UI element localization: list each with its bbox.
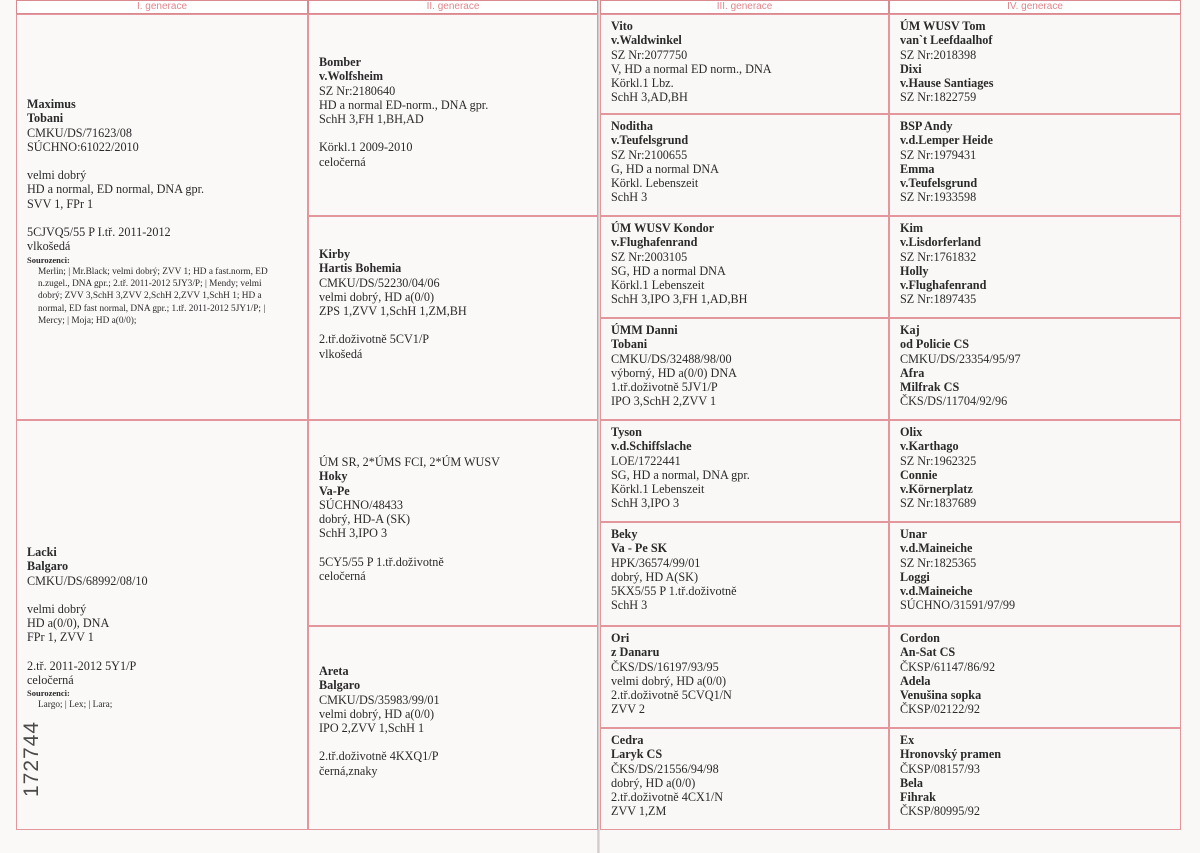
entry-line: v.d.Lemper Heide <box>900 133 993 148</box>
entry-line: HD a(0/0), DNA <box>27 616 110 631</box>
gen4-cell <box>889 318 1181 420</box>
entry-line: 5KX5/55 P 1.tř.doživotně <box>611 584 737 599</box>
header-generation-4: IV. generace <box>889 0 1181 14</box>
entry-line: ČKSP/61147/86/92 <box>900 659 996 674</box>
entry-line: BSP Andy <box>900 119 953 133</box>
entry-line: dobrý, HD a(0/0) <box>611 775 696 790</box>
entry-line: Tobani <box>611 337 648 352</box>
entry-line: velmi dobrý <box>27 601 87 616</box>
entry-line: 2.tř. 2011-2012 5Y1/P <box>27 658 137 673</box>
entry-line: Körkl.1 Lbz. <box>611 76 674 91</box>
entry-line: van`t Leefdaalhof <box>900 33 993 48</box>
entry-line: Milfrak CS <box>900 380 960 395</box>
entry-line: HPK/36574/99/01 <box>611 555 701 570</box>
entry-line: vlkošedá <box>27 239 71 254</box>
spacer <box>319 541 597 555</box>
entry-line: v.d.Maineiche <box>900 584 973 599</box>
entry-line: SchH 3 <box>611 190 648 205</box>
entry-line: ZPS 1,ZVV 1,SchH 1,ZM,BH <box>319 304 467 319</box>
entry-line: od Policie CS <box>900 337 970 352</box>
entry-line: Balgaro <box>27 559 69 574</box>
entry-line: dobrý, HD A(SK) <box>611 569 699 584</box>
gen4-cell <box>889 626 1181 728</box>
entry-line: G, HD a normal DNA <box>611 161 719 176</box>
gen4-cell <box>889 114 1181 216</box>
entry-line: velmi dobrý, HD a(0/0) <box>319 706 435 721</box>
registration-number: 172744 <box>20 720 43 797</box>
entry-line: SchH 3,AD,BH <box>611 90 688 105</box>
entry-line: Noditha <box>611 119 653 133</box>
entry-line: FPr 1, ZVV 1 <box>27 630 94 645</box>
entry-line: SZ Nr:1825365 <box>900 555 977 570</box>
entry-line: Tyson <box>611 425 642 439</box>
entry-line: ČKS/DS/11704/92/96 <box>900 394 1008 409</box>
entry-line: SZ Nr:1822759 <box>900 90 977 105</box>
entry-line: 2.tř.doživotně 4KXQ1/P <box>319 749 439 764</box>
entry-line: ÚM WUSV Kondor <box>611 221 715 235</box>
entry-line: An-Sat CS <box>900 645 956 660</box>
spacer <box>27 211 307 225</box>
entry-line: ÚMM Danni <box>611 323 678 337</box>
entry-line: ČKSP/80995/92 <box>900 804 980 819</box>
entry-line: velmi dobrý, HD a(0/0) <box>611 673 727 688</box>
gen3-cell <box>600 420 889 522</box>
entry-line: Fihrak <box>900 790 936 805</box>
entry-line: CMKU/DS/35983/99/01 <box>319 692 440 707</box>
entry-line: ČKS/DS/21556/94/98 <box>611 761 719 776</box>
gen4-cell <box>889 216 1181 318</box>
entry-line: celočerná <box>319 569 366 584</box>
entry-line: Lacki <box>27 545 57 559</box>
entry-line: Hartis Bohemia <box>319 261 402 276</box>
entry-line: ZVV 1,ZM <box>611 804 667 819</box>
entry-line: Unar <box>900 527 928 541</box>
entry-line: 2.tř.doživotně 5CV1/P <box>319 332 430 347</box>
entry-line: SZ Nr:2077750 <box>611 47 688 62</box>
entry-line: v.Lisdorferland <box>900 235 981 250</box>
gen4-cell <box>889 14 1181 114</box>
entry-line: SZ Nr:2018398 <box>900 47 977 62</box>
entry-line: Körkl. Lebenszeit <box>611 176 699 191</box>
entry-line: Cordon <box>900 631 940 645</box>
entry-line: v.d.Maineiche <box>900 541 973 556</box>
entry-line: celočerná <box>319 154 366 169</box>
gen4-cell <box>889 728 1181 830</box>
entry-line: IPO 2,ZVV 1,SchH 1 <box>319 721 425 736</box>
entry-line: V, HD a normal ED norm., DNA <box>611 61 772 76</box>
entry-line: Cedra <box>611 733 644 747</box>
entry-line: Balgaro <box>319 678 361 693</box>
spacer <box>27 645 307 659</box>
entry-line: Ori <box>611 631 630 645</box>
header-generation-1: I. generace <box>16 0 308 14</box>
spacer <box>319 318 597 332</box>
entry-line: CMKU/DS/32488/98/00 <box>611 351 732 366</box>
entry-line: v.Flughafenrand <box>900 278 987 293</box>
entry-line: SZ Nr:1962325 <box>900 453 977 468</box>
gen3-cell <box>600 14 889 114</box>
entry-line: velmi dobrý <box>27 168 87 183</box>
siblings-list: Merlin; | Mr.Black; velmi dobrý; ZVV 1; HD a fast.norm, ED n.zugel., DNA gpr.; 2.tř. 2011-2012 5JY3/P; | Mendy; velmi dobrý; ZVV 3,SchH 3,ZVV 2,SchH 2,ZVV 1,SchH 1; HD a normal, ED fast normal, DNA gpr.; 1.tř. 2011-2012 5JY1/P; | Mercy; | Moja; HD a(0/0); <box>38 266 268 327</box>
entry-line: ČKSP/02122/92 <box>900 702 980 717</box>
entry-line: HD a normal, ED normal, DNA gpr. <box>27 182 205 197</box>
gen3-cell <box>600 216 889 318</box>
entry-line: v.Waldwinkel <box>611 33 682 48</box>
entry-line: Adela <box>900 673 931 688</box>
gen1-cell <box>16 14 308 420</box>
entry-line: velmi dobrý, HD a(0/0) <box>319 289 435 304</box>
entry-line: IPO 3,SchH 2,ZVV 1 <box>611 394 717 409</box>
entry-line: CMKU/DS/52230/04/06 <box>319 275 440 290</box>
entry-line: Bomber <box>319 55 361 69</box>
entry-line: SchH 3,IPO 3 <box>319 526 388 541</box>
entry-line: Connie <box>900 467 938 482</box>
entry-line: SÚCHNO/31591/97/99 <box>900 598 1016 613</box>
entry-line: 2.tř.doživotně 5CVQ1/N <box>611 688 732 703</box>
entry-line: SchH 3 <box>611 598 648 613</box>
entry-line: Areta <box>319 664 349 678</box>
entry-line: SÚCHNO:61022/2010 <box>27 139 139 154</box>
entry-line: Kaj <box>900 323 920 337</box>
gen3-cell <box>600 626 889 728</box>
entry-line: SchH 3,IPO 3 <box>611 496 680 511</box>
entry-line: LOE/1722441 <box>611 453 681 468</box>
entry-line: ZVV 2 <box>611 702 645 717</box>
entry-line: v.Teufelsgrund <box>900 176 978 191</box>
entry-line: Afra <box>900 365 925 380</box>
entry-line: SchH 3,FH 1,BH,AD <box>319 112 424 127</box>
entry-line: Emma <box>900 161 935 176</box>
entry-line: v.d.Schiffslache <box>611 439 692 454</box>
entry-line: ČKSP/08157/93 <box>900 761 980 776</box>
entry-line: v.Hause Santiages <box>900 76 994 91</box>
entry-line: SZ Nr:1933598 <box>900 190 977 205</box>
entry-line: SZ Nr:1979431 <box>900 147 977 162</box>
gen3-cell <box>600 522 889 626</box>
entry-line: Holly <box>900 263 929 278</box>
gen3-cell <box>600 114 889 216</box>
entry-line: v.Teufelsgrund <box>611 133 689 148</box>
entry-line: Va-Pe <box>319 483 350 498</box>
entry-line: Bela <box>900 775 924 790</box>
entry-line: Körkl.1 2009-2010 <box>319 140 413 155</box>
entry-line: Hronovský pramen <box>900 747 1002 762</box>
entry-line: Dixi <box>900 61 922 76</box>
entry-line: ÚM WUSV Tom <box>900 19 986 33</box>
entry-line: SG, HD a normal DNA <box>611 263 726 278</box>
entry-line: SZ Nr:2003105 <box>611 249 688 264</box>
entry-line: v.Flughafenrand <box>611 235 698 250</box>
entry-line: Vito <box>611 19 633 33</box>
entry-line: Kim <box>900 221 924 235</box>
entry-line: Va - Pe SK <box>611 541 668 556</box>
gen4-cell <box>889 522 1181 626</box>
gen2-cell <box>308 420 598 626</box>
entry-line: v.Karthago <box>900 439 959 454</box>
entry-line: celočerná <box>27 673 74 688</box>
entry-line: černá,znaky <box>319 763 378 778</box>
siblings-list: Largo; | Lex; | Lara; <box>38 700 113 711</box>
entry-line: Beky <box>611 527 638 541</box>
entry-line: SZ Nr:1897435 <box>900 292 977 307</box>
entry-line: Olix <box>900 425 923 439</box>
entry-line: SZ Nr:2100655 <box>611 147 688 162</box>
entry-line: ÚM SR, 2*ÚMS FCI, 2*ÚM WUSV <box>319 455 500 469</box>
entry-line: vlkošedá <box>319 346 363 361</box>
entry-line: Körkl.1 Lebenszeit <box>611 482 705 497</box>
entry-line: HD a normal ED-norm., DNA gpr. <box>319 97 489 112</box>
entry-line: Kirby <box>319 247 351 261</box>
entry-line: Venušina sopka <box>900 688 982 703</box>
entry-line: Körkl.1 Lebenszeit <box>611 278 705 293</box>
entry-line: v.Körnerplatz <box>900 482 973 497</box>
entry-line: Tobani <box>27 111 64 126</box>
gen3-cell <box>600 318 889 420</box>
entry-line: CMKU/DS/71623/08 <box>27 125 132 140</box>
entry-line: SZ Nr:2180640 <box>319 83 396 98</box>
entry-line: SVV 1, FPr 1 <box>27 196 94 211</box>
spacer <box>319 126 597 140</box>
entry-line: dobrý, HD-A (SK) <box>319 512 411 527</box>
entry-line: z Danaru <box>611 645 660 660</box>
header-generation-3: III. generace <box>600 0 889 14</box>
entry-line: v.Wolfsheim <box>319 69 383 84</box>
entry-line: Maximus <box>27 97 76 111</box>
spacer <box>319 735 597 749</box>
entry-line: SZ Nr:1761832 <box>900 249 977 264</box>
siblings-title: Sourozenci: <box>27 688 70 699</box>
entry-line: CMKU/DS/68992/08/10 <box>27 573 148 588</box>
entry-line: výborný, HD a(0/0) DNA <box>611 365 737 380</box>
entry-line: Hoky <box>319 469 348 484</box>
entry-line: SchH 3,IPO 3,FH 1,AD,BH <box>611 292 748 307</box>
entry-line: ČKS/DS/16197/93/95 <box>611 659 719 674</box>
gen1-cell <box>16 420 308 830</box>
entry-line: 5CJVQ5/55 P I.tř. 2011-2012 <box>27 225 171 240</box>
gen4-cell <box>889 420 1181 522</box>
gen2-cell <box>308 14 598 216</box>
gen2-cell <box>308 626 598 830</box>
gen2-cell <box>308 216 598 420</box>
entry-line: 2.tř.doživotně 4CX1/N <box>611 790 724 805</box>
entry-line: Laryk CS <box>611 747 663 762</box>
entry-line: SZ Nr:1837689 <box>900 496 977 511</box>
entry-line: CMKU/DS/23354/95/97 <box>900 351 1021 366</box>
siblings-title: Sourozenci: <box>27 254 70 265</box>
entry-line: SÚCHNO/48433 <box>319 497 403 512</box>
entry-line: 1.tř.doživotně 5JV1/P <box>611 380 718 395</box>
spacer <box>27 588 307 602</box>
spacer <box>27 154 307 168</box>
entry-line: Ex <box>900 733 915 747</box>
header-generation-2: II. generace <box>308 0 598 14</box>
entry-line: Loggi <box>900 569 930 584</box>
gen3-cell <box>600 728 889 830</box>
entry-line: SG, HD a normal, DNA gpr. <box>611 467 750 482</box>
entry-line: 5CY5/55 P 1.tř.doživotně <box>319 554 444 569</box>
